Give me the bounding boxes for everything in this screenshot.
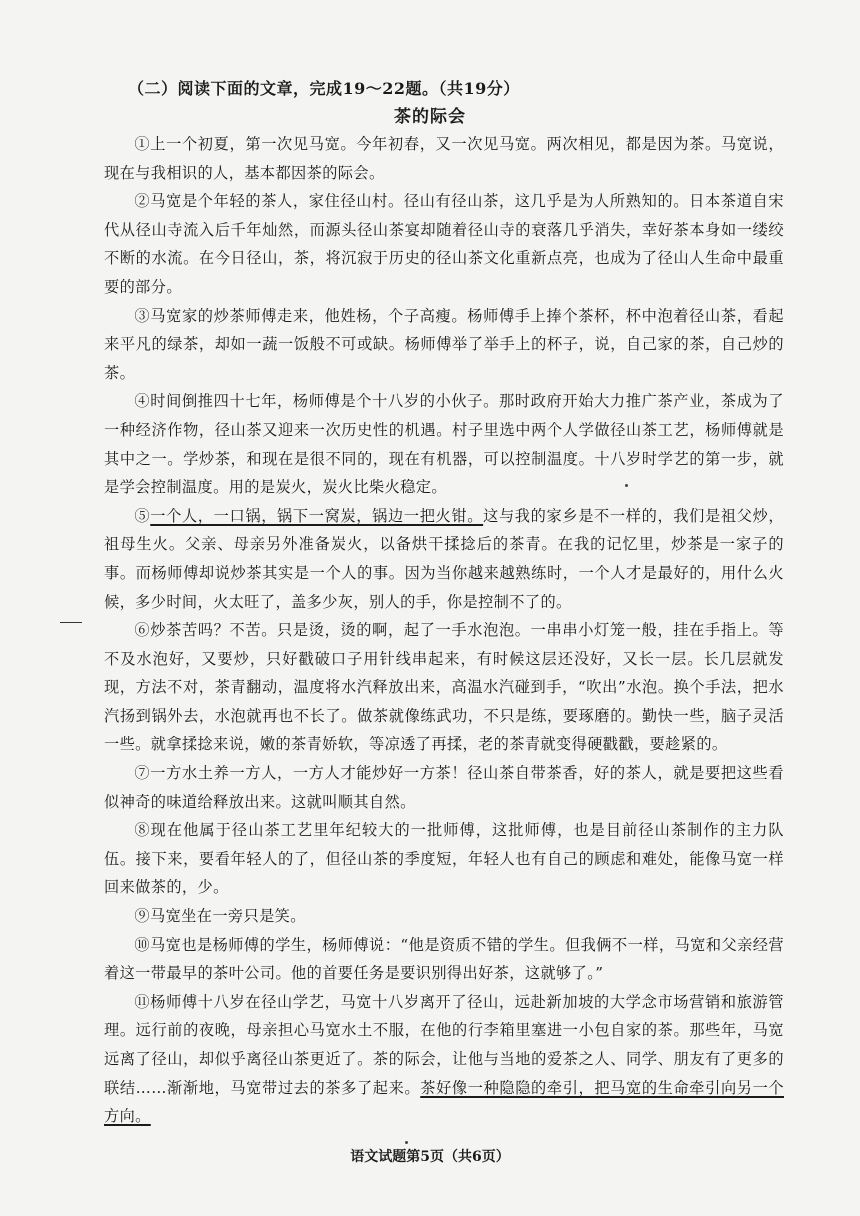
paragraph-6: ⑥炒茶苦吗？不苦。只是烫，烫的啊，起了一手水泡泡。一串串小灯笼一般，挂在手指上。等不及水泡好，又要炒，只好戳破口子用针线串起来，有时候这层还没好，又长一层。长几层就发现，方法不对，茶青翻动，温度将水汽释放出来，高温水汽碰到手，“吹出”水泡。换个手法，把水汽扬到锅外去，水泡就再也不长了。做茶就像练武功，不只是练，要琢磨的。勤快一些，脑子灵活一些。就拿揉捻来说，嫩的茶青娇软，等凉透了再揉，老的茶青就变得硬戳戳，要趁紧的。 bbox=[104, 621, 784, 754]
article-body bbox=[104, 130, 784, 1131]
paragraph-7: ⑦一方水土养一方人，一方人才能炒好一方茶！径山茶自带茶香，好的茶人，就是要把这些看似神奇的味道给释放出来。这就叫顺其自然。 bbox=[104, 764, 784, 811]
underlined-sentence-11: 茶好像一种隐隐的牵引，把马宽的生命牵引向另一个方向。 bbox=[104, 1078, 785, 1126]
paragraph-11: ⑪杨师傅十八岁在径山学艺，马宽十八岁离开了径山，远赴新加坡的大学念市场营销和旅游管理。远行前的夜晚，母亲担心马宽水土不服，在他的行李箱里塞进一小包自家的茶。那些年，马宽远离了径山，却似乎离径山茶更近了。茶的际会，让他与当地的爱茶之人、同学、朋友有了更多的联结……渐渐地，马宽带过去的茶多了起来。茶好像一种隐隐的牵引，把马宽的生命牵引向另一个方向。 bbox=[104, 992, 785, 1126]
underlined-sentence-5: 一个人，一口锅，锅下一窝炭，锅边一把火钳。 bbox=[150, 506, 484, 525]
paragraph-10: ⑩马宽也是杨师傅的学生，杨师傅说：“他是资质不错的学生。但我俩不一样，马宽和父亲经营着这一带最早的茶叶公司。他的首要任务是要识别得出好茶，这就够了。” bbox=[104, 935, 784, 983]
paragraph-4: ④时间倒推四十七年，杨师傅是个十八岁的小伙子。那时政府开始大力推广茶产业，茶成为了一种经济作物，径山茶又迎来一次历史性的机遇。村子里选中两个人学做径山茶工艺，杨师傅就是其中之一。学炒茶，和现在是很不同的，现在有机器，可以控制温度。十八岁时学艺的第一步，就是学会控制温度。用的是炭火，炭火比柴火稳定。 bbox=[104, 392, 784, 497]
margin-mark bbox=[60, 622, 82, 623]
section-heading: （二）阅读下面的文章，完成19～22题。（共19分） bbox=[128, 79, 520, 98]
paragraph-5: ⑤一个人，一口锅，锅下一窝炭，锅边一把火钳。这与我的家乡是不一样的，我们是祖父炒，祖母生火。父亲、母亲另外准备炭火，以备烘干揉捻后的茶青。在我的记忆里，炒茶是一家子的事。而杨师傅却说炒茶其实是一个人的事。因为当你越来越熟练时，一个人才是最好的，用什么火候，多少时间，火太旺了，盖多少灰，别人的手，你是控制不了的。 bbox=[104, 506, 784, 611]
paragraph-8: ⑧现在他属于径山茶工艺里年纪较大的一批师傅，这批师傅，也是目前径山茶制作的主力队伍。接下来，要看年轻人的了，但径山茶的季度短，年轻人也有自己的顾虑和难处，能像马宽一样回来做茶的，少。 bbox=[104, 821, 784, 897]
paragraph-3: ③马宽家的炒茶师傅走来，他姓杨，个子高瘦。杨师傅手上捧个茶杯，杯中泡着径山茶，看起来平凡的绿茶，却如一蔬一饭般不可或缺。杨师傅举了举手上的杯子，说，自己家的茶，自己炒的茶。 bbox=[104, 306, 784, 382]
scan-dot bbox=[405, 1141, 408, 1144]
page-footer: 语文试题第5页（共6页） bbox=[350, 1149, 510, 1165]
paragraph-9: ⑨马宽坐在一旁只是笑。 bbox=[134, 907, 306, 926]
scan-dot bbox=[625, 484, 628, 487]
paragraph-2: ②马宽是个年轻的茶人，家住径山村。径山有径山茶，这几乎是为人所熟知的。日本茶道自宋代从径山寺流入后千年灿然，而源头径山茶宴却随着径山寺的衰落几乎消失，幸好茶本身如一缕绞不断的水流。在今日径山，茶，将沉寂于历史的径山茶文化重新点亮，也成为了径山人生命中最重要的部分。 bbox=[104, 192, 784, 296]
paragraph-1: ①上一个初夏，第一次见马宽。今年初春，又一次见马宽。两次相见，都是因为茶。马宽说，现在与我相识的人，基本都因茶的际会。 bbox=[104, 135, 784, 182]
article-title: 茶的际会 bbox=[394, 107, 466, 127]
